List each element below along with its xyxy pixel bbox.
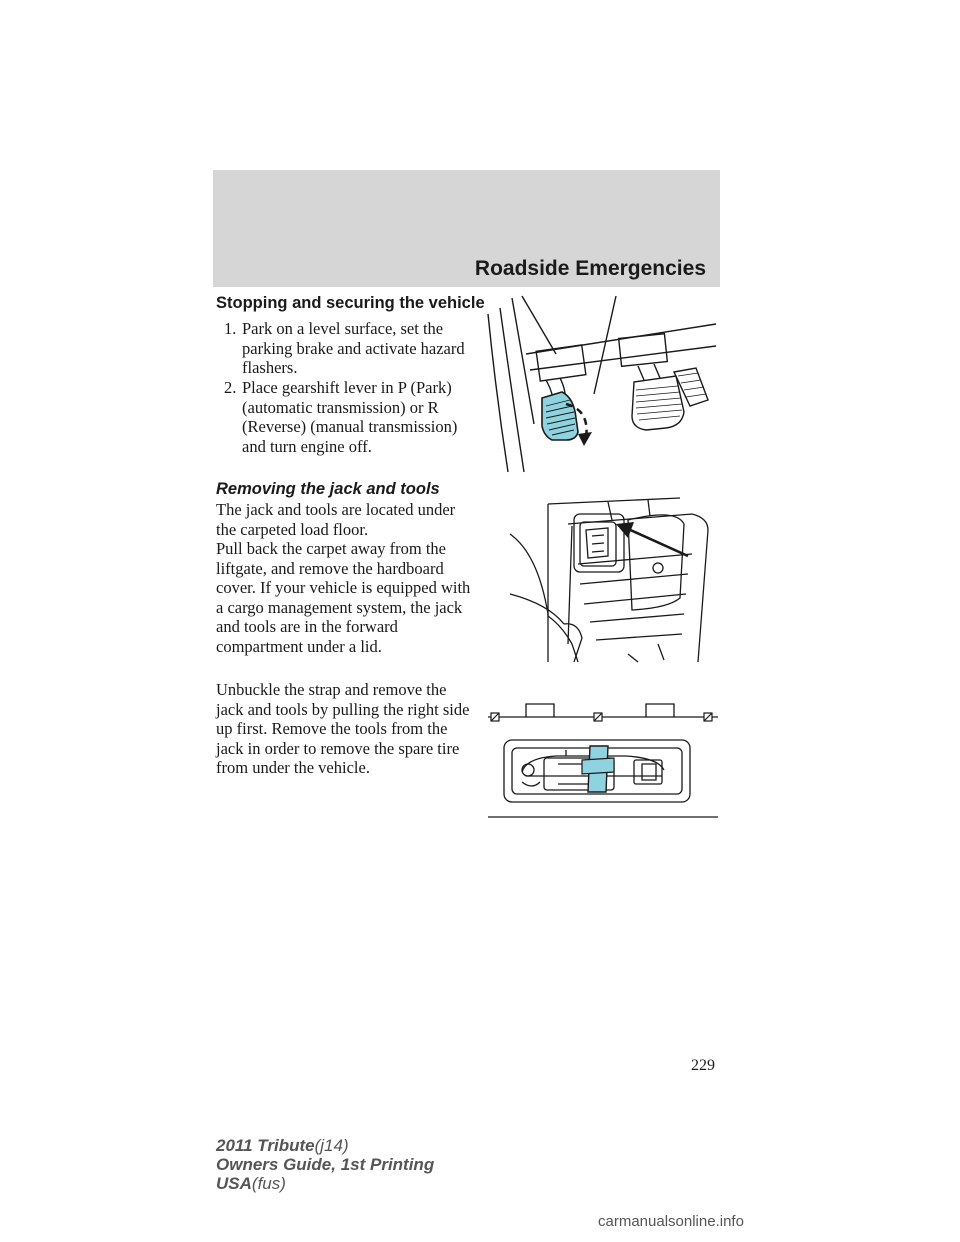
step-2 bbox=[224, 378, 474, 456]
step-text: Park on a level surface, set the parking brake and activate hazard flashers. bbox=[242, 319, 465, 377]
jack-storage-location-illustration bbox=[508, 494, 720, 664]
heading-removing-jack: Removing the jack and tools bbox=[216, 480, 440, 498]
header-band bbox=[213, 170, 720, 287]
paragraph-jack-location: The jack and tools are located under the carpeted load floor. bbox=[216, 500, 456, 539]
parking-brake-illustration bbox=[486, 294, 720, 474]
step-1 bbox=[224, 319, 474, 378]
jack-and-tools-strap-illustration bbox=[486, 700, 720, 820]
step-text: Place gearshift lever in P (Park) (automatic transmission) or R (Reverse) (manual transmission) and turn engine off. bbox=[242, 378, 458, 456]
step-number: 2. bbox=[224, 378, 237, 397]
paragraph-unbuckle-strap: Unbuckle the strap and remove the jack and tools by pulling the right side up first. Remove the tools from the jack in order to remove the spare tire from under the vehicle. bbox=[216, 680, 470, 777]
footer-model-code: (j14) bbox=[314, 1136, 349, 1155]
step-number: 1. bbox=[224, 319, 237, 338]
footer-model: 2011 Tribute bbox=[216, 1136, 315, 1155]
paragraph-cargo-cover: Pull back the carpet away from the liftgate, and remove the hardboard cover. If your vehicle is equipped with a cargo management system, the jack and tools are in the forward compartment under a lid. bbox=[216, 539, 471, 656]
footer-market-code: (fus) bbox=[251, 1174, 286, 1193]
footer-printing: Owners Guide, 1st Printing bbox=[216, 1155, 435, 1174]
footer-market: USA bbox=[216, 1174, 252, 1193]
page-number: 229 bbox=[691, 1057, 715, 1074]
heading-stopping-vehicle: Stopping and securing the vehicle bbox=[216, 294, 485, 312]
watermark: carmanualsonline.info bbox=[598, 1213, 744, 1230]
footer-edition bbox=[216, 1136, 434, 1193]
section-title: Roadside Emergencies bbox=[474, 257, 706, 280]
